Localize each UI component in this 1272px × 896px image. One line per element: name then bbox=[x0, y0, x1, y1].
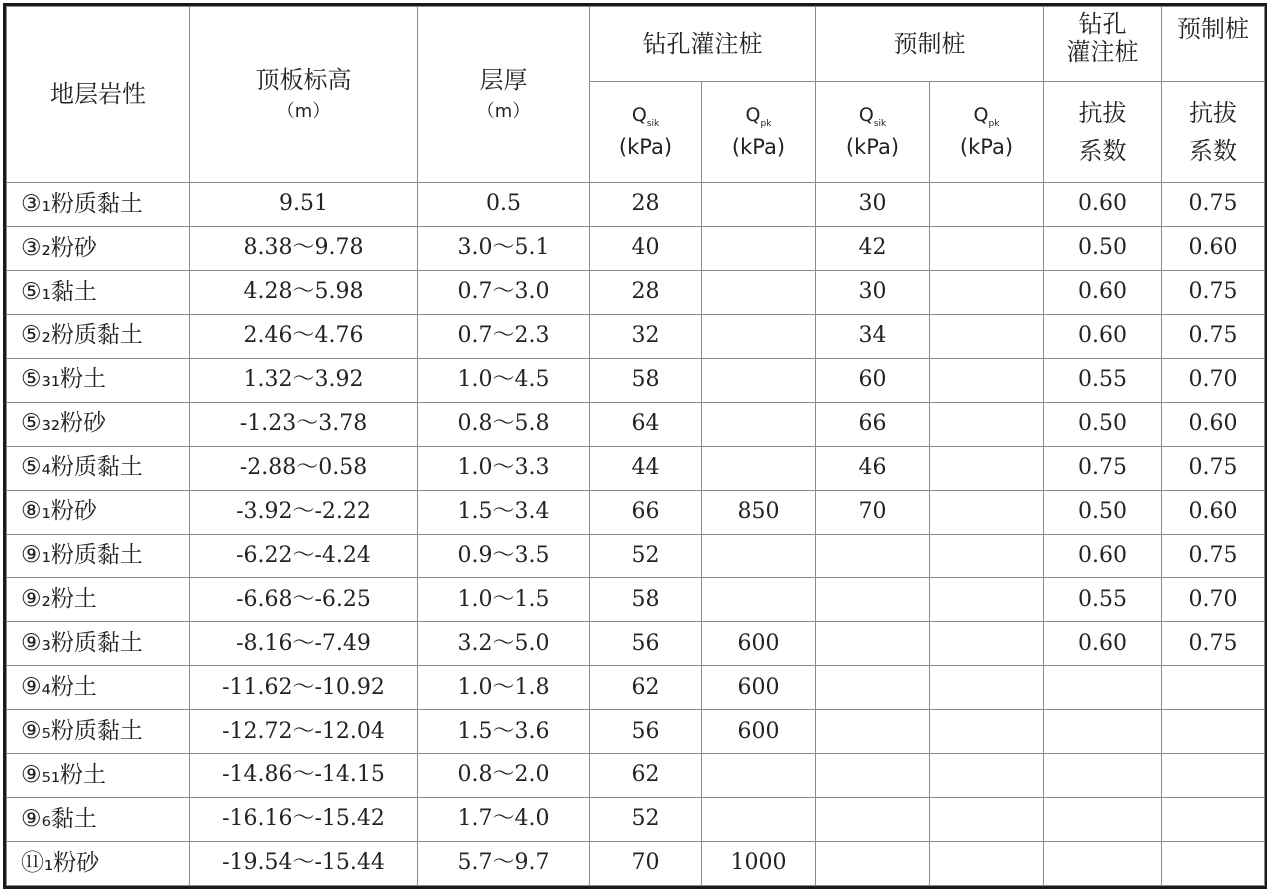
cell-bored-uplift: 0.75 bbox=[1044, 446, 1162, 490]
cell-top-elevation: -2.88～0.58 bbox=[190, 446, 418, 490]
cell-precast-uplift: 0.75 bbox=[1162, 183, 1265, 227]
cell-precast-uplift: 0.75 bbox=[1162, 270, 1265, 314]
cell-precast-qpk bbox=[930, 534, 1044, 578]
cell-bored-uplift: 0.60 bbox=[1044, 534, 1162, 578]
cell-precast-qpk bbox=[930, 842, 1044, 886]
cell-bored-uplift: 0.55 bbox=[1044, 578, 1162, 622]
table-row bbox=[7, 754, 1265, 798]
cell-precast-uplift: 0.75 bbox=[1162, 446, 1265, 490]
header-precast-pile: 预制桩 bbox=[816, 7, 1044, 82]
cell-bored-qpk bbox=[702, 754, 816, 798]
table-row bbox=[7, 710, 1265, 754]
cell-thickness: 1.5～3.6 bbox=[418, 710, 590, 754]
cell-bored-qsik: 52 bbox=[590, 534, 702, 578]
header-precast-pile-uplift-group: 预制桩 bbox=[1162, 7, 1265, 82]
cell-thickness: 0.9～3.5 bbox=[418, 534, 590, 578]
cell-layer: ③₂粉砂 bbox=[7, 226, 190, 270]
cell-bored-qpk bbox=[702, 534, 816, 578]
cell-bored-uplift: 0.50 bbox=[1044, 490, 1162, 534]
cell-precast-qpk bbox=[930, 622, 1044, 666]
table-row bbox=[7, 490, 1265, 534]
cell-precast-qsik bbox=[816, 622, 930, 666]
cell-precast-qpk bbox=[930, 226, 1044, 270]
header-row-1 bbox=[7, 7, 1265, 82]
header-thickness-unit: （m） bbox=[476, 101, 531, 123]
cell-precast-qsik bbox=[816, 798, 930, 842]
cell-thickness: 1.5～3.4 bbox=[418, 490, 590, 534]
table-row bbox=[7, 622, 1265, 666]
table-row bbox=[7, 578, 1265, 622]
cell-top-elevation: 8.38～9.78 bbox=[190, 226, 418, 270]
cell-precast-qsik bbox=[816, 754, 930, 798]
cell-bored-qsik: 28 bbox=[590, 183, 702, 227]
header-bored-qpk: $Q_{pk}$ (kPa) bbox=[702, 82, 816, 183]
cell-bored-qsik: 52 bbox=[590, 798, 702, 842]
cell-bored-qpk bbox=[702, 798, 816, 842]
cell-precast-qsik: 70 bbox=[816, 490, 930, 534]
cell-top-elevation: -12.72～-12.04 bbox=[190, 710, 418, 754]
cell-precast-uplift bbox=[1162, 842, 1265, 886]
cell-layer: ⑤₁黏土 bbox=[7, 270, 190, 314]
cell-thickness: 1.0～4.5 bbox=[418, 358, 590, 402]
header-top-elevation: 顶板标高 （m） bbox=[190, 7, 418, 183]
cell-top-elevation: 2.46～4.76 bbox=[190, 314, 418, 358]
cell-bored-uplift: 0.60 bbox=[1044, 270, 1162, 314]
cell-precast-qsik: 30 bbox=[816, 183, 930, 227]
cell-bored-uplift: 0.60 bbox=[1044, 622, 1162, 666]
cell-thickness: 0.7～2.3 bbox=[418, 314, 590, 358]
cell-thickness: 1.7～4.0 bbox=[418, 798, 590, 842]
cell-top-elevation: 1.32～3.92 bbox=[190, 358, 418, 402]
cell-bored-qpk: 850 bbox=[702, 490, 816, 534]
cell-precast-uplift: 0.60 bbox=[1162, 402, 1265, 446]
cell-bored-qpk bbox=[702, 314, 816, 358]
cell-top-elevation: -19.54～-15.44 bbox=[190, 842, 418, 886]
cell-precast-qsik bbox=[816, 710, 930, 754]
header-precast-qsik: $Q_{sik}$ (kPa) bbox=[816, 82, 930, 183]
cell-layer: ⑨₄粉土 bbox=[7, 666, 190, 710]
cell-top-elevation: 4.28～5.98 bbox=[190, 270, 418, 314]
cell-thickness: 0.8～2.0 bbox=[418, 754, 590, 798]
header-lithology: 地层岩性 bbox=[7, 7, 190, 183]
cell-layer: ⑨₁粉质黏土 bbox=[7, 534, 190, 578]
cell-bored-qpk bbox=[702, 402, 816, 446]
cell-bored-uplift bbox=[1044, 754, 1162, 798]
cell-bored-qsik: 64 bbox=[590, 402, 702, 446]
cell-bored-uplift: 0.60 bbox=[1044, 314, 1162, 358]
cell-bored-uplift: 0.55 bbox=[1044, 358, 1162, 402]
cell-thickness: 3.0～5.1 bbox=[418, 226, 590, 270]
cell-precast-qpk bbox=[930, 710, 1044, 754]
cell-precast-uplift: 0.70 bbox=[1162, 358, 1265, 402]
pile-parameter-table bbox=[6, 6, 1265, 886]
cell-top-elevation: -3.92～-2.22 bbox=[190, 490, 418, 534]
cell-bored-uplift bbox=[1044, 798, 1162, 842]
cell-thickness: 1.0～3.3 bbox=[418, 446, 590, 490]
cell-thickness: 0.5 bbox=[418, 183, 590, 227]
cell-precast-qpk bbox=[930, 666, 1044, 710]
cell-precast-qpk bbox=[930, 270, 1044, 314]
cell-bored-qpk: 600 bbox=[702, 622, 816, 666]
cell-bored-uplift: 0.50 bbox=[1044, 226, 1162, 270]
cell-precast-qpk bbox=[930, 358, 1044, 402]
table-row bbox=[7, 358, 1265, 402]
cell-layer: ⑤₃₁粉土 bbox=[7, 358, 190, 402]
cell-precast-qpk bbox=[930, 183, 1044, 227]
cell-precast-qsik: 30 bbox=[816, 270, 930, 314]
cell-thickness: 1.0～1.8 bbox=[418, 666, 590, 710]
cell-top-elevation: -1.23～3.78 bbox=[190, 402, 418, 446]
cell-thickness: 0.7～3.0 bbox=[418, 270, 590, 314]
table-row bbox=[7, 183, 1265, 227]
table-row bbox=[7, 842, 1265, 886]
table-row bbox=[7, 534, 1265, 578]
cell-precast-uplift bbox=[1162, 666, 1265, 710]
cell-precast-uplift: 0.75 bbox=[1162, 622, 1265, 666]
cell-precast-qsik bbox=[816, 534, 930, 578]
cell-bored-uplift bbox=[1044, 842, 1162, 886]
cell-precast-uplift: 0.70 bbox=[1162, 578, 1265, 622]
cell-bored-uplift bbox=[1044, 710, 1162, 754]
cell-top-elevation: -11.62～-10.92 bbox=[190, 666, 418, 710]
cell-precast-qsik: 66 bbox=[816, 402, 930, 446]
cell-layer: ⑨₃粉质黏土 bbox=[7, 622, 190, 666]
cell-layer: ⑨₆黏土 bbox=[7, 798, 190, 842]
cell-top-elevation: -16.16～-15.42 bbox=[190, 798, 418, 842]
header-thickness: 层厚 （m） bbox=[418, 7, 590, 183]
cell-precast-qsik bbox=[816, 666, 930, 710]
header-bored-line1: 钻孔 bbox=[1078, 10, 1127, 38]
cell-layer: ⑧₁粉砂 bbox=[7, 490, 190, 534]
cell-bored-qpk: 600 bbox=[702, 666, 816, 710]
cell-precast-qpk bbox=[930, 402, 1044, 446]
cell-bored-qsik: 56 bbox=[590, 622, 702, 666]
header-bored-uplift: 抗拔 系数 bbox=[1044, 82, 1162, 183]
cell-precast-uplift: 0.75 bbox=[1162, 534, 1265, 578]
cell-layer: ⑤₃₂粉砂 bbox=[7, 402, 190, 446]
table-row bbox=[7, 226, 1265, 270]
header-bored-qsik: $Q_{sik}$ (kPa) bbox=[590, 82, 702, 183]
cell-top-elevation: -8.16～-7.49 bbox=[190, 622, 418, 666]
cell-bored-qsik: 32 bbox=[590, 314, 702, 358]
cell-bored-uplift: 0.60 bbox=[1044, 183, 1162, 227]
cell-layer: ⑨₅₁粉土 bbox=[7, 754, 190, 798]
cell-bored-uplift bbox=[1044, 666, 1162, 710]
cell-layer: ③₁粉质黏土 bbox=[7, 183, 190, 227]
cell-thickness: 5.7～9.7 bbox=[418, 842, 590, 886]
cell-bored-qpk bbox=[702, 183, 816, 227]
cell-bored-qpk bbox=[702, 358, 816, 402]
cell-top-elevation: -6.68～-6.25 bbox=[190, 578, 418, 622]
cell-bored-qpk: 600 bbox=[702, 710, 816, 754]
header-bored-pile-uplift-group bbox=[1044, 7, 1162, 82]
cell-bored-uplift: 0.50 bbox=[1044, 402, 1162, 446]
cell-bored-qpk: 1000 bbox=[702, 842, 816, 886]
table-row bbox=[7, 402, 1265, 446]
cell-bored-qsik: 58 bbox=[590, 578, 702, 622]
cell-precast-qpk bbox=[930, 754, 1044, 798]
cell-precast-uplift bbox=[1162, 798, 1265, 842]
cell-bored-qsik: 56 bbox=[590, 710, 702, 754]
cell-precast-qpk bbox=[930, 314, 1044, 358]
table-row bbox=[7, 314, 1265, 358]
cell-bored-qsik: 70 bbox=[590, 842, 702, 886]
cell-precast-qsik: 60 bbox=[816, 358, 930, 402]
cell-top-elevation: 9.51 bbox=[190, 183, 418, 227]
cell-bored-qsik: 62 bbox=[590, 754, 702, 798]
cell-precast-uplift: 0.60 bbox=[1162, 226, 1265, 270]
cell-precast-qsik: 46 bbox=[816, 446, 930, 490]
table-row bbox=[7, 446, 1265, 490]
cell-bored-qpk bbox=[702, 578, 816, 622]
cell-precast-uplift bbox=[1162, 754, 1265, 798]
cell-precast-qsik bbox=[816, 842, 930, 886]
cell-precast-qpk bbox=[930, 578, 1044, 622]
cell-bored-qpk bbox=[702, 226, 816, 270]
cell-layer: ⑪₁粉砂 bbox=[7, 842, 190, 886]
cell-precast-uplift: 0.75 bbox=[1162, 314, 1265, 358]
cell-thickness: 3.2～5.0 bbox=[418, 622, 590, 666]
header-precast-uplift: 抗拔 系数 bbox=[1162, 82, 1265, 183]
cell-precast-qsik: 34 bbox=[816, 314, 930, 358]
cell-precast-qpk bbox=[930, 798, 1044, 842]
header-precast-qpk: $Q_{pk}$ (kPa) bbox=[930, 82, 1044, 183]
cell-precast-qpk bbox=[930, 490, 1044, 534]
cell-bored-qsik: 44 bbox=[590, 446, 702, 490]
cell-thickness: 0.8～5.8 bbox=[418, 402, 590, 446]
cell-bored-qpk bbox=[702, 270, 816, 314]
table-row bbox=[7, 666, 1265, 710]
cell-bored-qsik: 62 bbox=[590, 666, 702, 710]
cell-precast-qsik bbox=[816, 578, 930, 622]
cell-layer: ⑤₂粉质黏土 bbox=[7, 314, 190, 358]
header-bored-line2: 灌注桩 bbox=[1066, 37, 1139, 66]
cell-bored-qsik: 66 bbox=[590, 490, 702, 534]
cell-precast-uplift: 0.60 bbox=[1162, 490, 1265, 534]
cell-precast-qsik: 42 bbox=[816, 226, 930, 270]
cell-bored-qsik: 40 bbox=[590, 226, 702, 270]
cell-layer: ⑨₂粉土 bbox=[7, 578, 190, 622]
header-top-elevation-unit: （m） bbox=[276, 101, 331, 123]
table-row bbox=[7, 798, 1265, 842]
header-bored-pile: 钻孔灌注桩 bbox=[590, 7, 816, 82]
cell-layer: ⑤₄粉质黏土 bbox=[7, 446, 190, 490]
cell-thickness: 1.0～1.5 bbox=[418, 578, 590, 622]
table-row bbox=[7, 270, 1265, 314]
cell-bored-qsik: 28 bbox=[590, 270, 702, 314]
cell-layer: ⑨₅粉质黏土 bbox=[7, 710, 190, 754]
cell-precast-uplift bbox=[1162, 710, 1265, 754]
cell-top-elevation: -14.86～-14.15 bbox=[190, 754, 418, 798]
cell-bored-qsik: 58 bbox=[590, 358, 702, 402]
cell-bored-qpk bbox=[702, 446, 816, 490]
cell-top-elevation: -6.22～-4.24 bbox=[190, 534, 418, 578]
cell-precast-qpk bbox=[930, 446, 1044, 490]
pile-parameter-table-frame bbox=[3, 3, 1267, 889]
